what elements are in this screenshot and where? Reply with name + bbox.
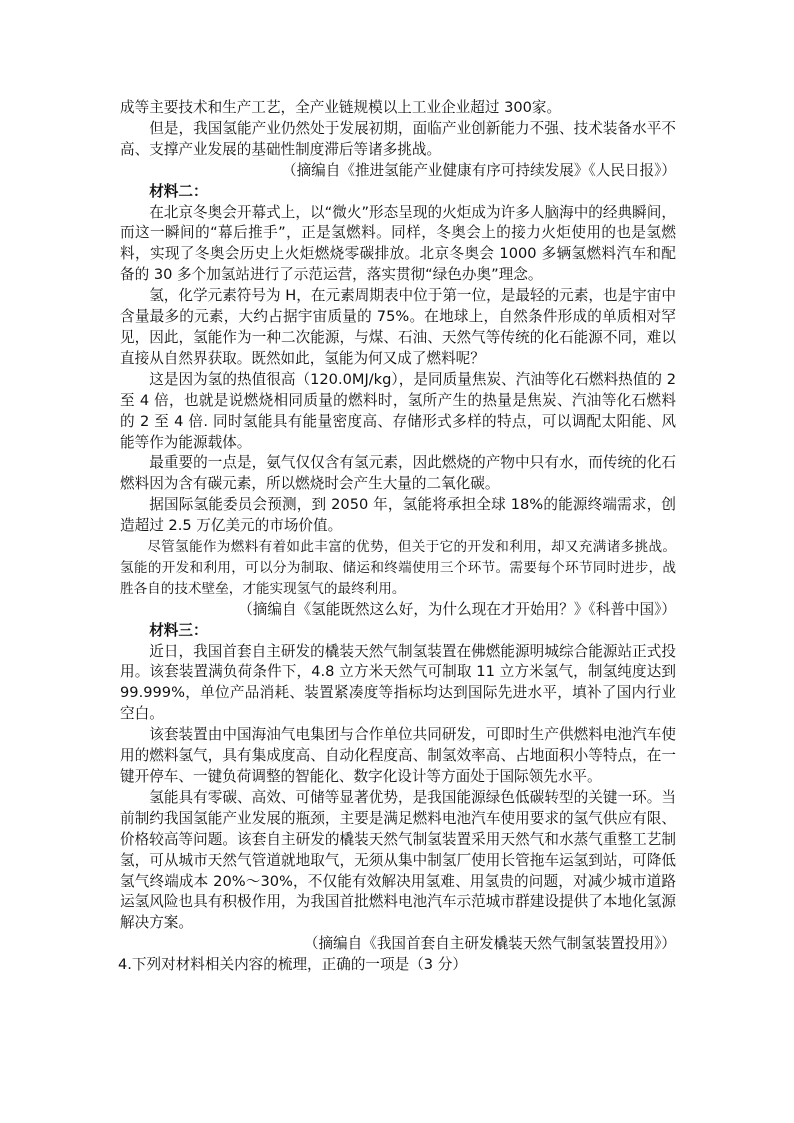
document-page bbox=[120, 98, 676, 976]
source-citation-1: （摘编自《推进氢能产业健康有序可持续发展》《人民日报》） bbox=[281, 161, 676, 179]
paragraph-challenges: 但是，我国氢能产业仍然处于发展初期，面临产业创新能力不强、技术装备水平不高、支撑产业发展的基础性制度滞后等诸多挑战。 bbox=[120, 119, 676, 158]
section-heading-material-3: 材料三： bbox=[149, 621, 208, 639]
source-citation-3: （摘编自《我国首套自主研发橇装天然气制氢装置投用》） bbox=[303, 935, 676, 953]
paragraph-heat-value: 这是因为氢的热值很高（120.0MJ/kg），是同质量焦炭、汽油等化石燃料热值的 2 至 4 倍，也就是说燃烧相同质量的燃料时，氢所产生的热量是焦炭、汽油等化石燃料的 2 至 4 倍. 同时氢能具有能量密度高、存储形式多样的特点，可以调配太阳能、风能等作为能源载体。 bbox=[120, 370, 676, 451]
question-4: 4.下列对材料相关内容的梳理，正确的一项是（3 分） bbox=[118, 956, 467, 974]
paragraph-continuation: 成等主要技术和生产工艺，全产业链规模以上工业企业超过 300家。 bbox=[120, 99, 562, 116]
paragraph-device-launch: 近日，我国首套自主研发的橇装天然气制氢装置在佛燃能源明城综合能源站正式投用。该套装置满负荷条件下，4.8 立方米天然气可制取 11 立方米氢气，制氢纯度达到 99.999%，单位产品消耗、装置紧凑度等指标均达到国际先进水平，填补了国内行业空白。 bbox=[120, 642, 676, 723]
paragraph-device-features: 该套装置由中国海油气电集团与合作单位共同研发，可即时生产供燃料电池汽车使用的燃料氢气，具有集成度高、自动化程度高、制氢效率高、占地面积小等特点，在一键开停车、一键负荷调整的智能化、数字化设计等方面处于国际领先水平。 bbox=[120, 726, 676, 785]
paragraph-hydrogen-element: 氢，化学元素符号为 H，在元素周期表中位于第一位，是最轻的元素，也是宇宙中含量最多的元素，大约占据宇宙质量的 75%。在地球上，自然条件形成的单质相对罕见，因此，氢能作为一种二次能源，与煤、石油、天然气等传统的化石能源不同，难以直接从自然界获取。既然如此，氢能为何又成了燃料呢？ bbox=[120, 287, 676, 367]
paragraph-forecast: 据国际氢能委员会预测，到 2050 年，氢能将承担全球 18%的能源终端需求，创造超过 2.5 万亿美元的市场价值。 bbox=[120, 496, 676, 535]
paragraph-winter-olympics: 在北京冬奥会开幕式上，以“微火”形态呈现的火炬成为许多人脑海中的经典瞬间，而这一瞬间的“幕后推手”，正是氢燃料。同样，冬奥会上的接力火炬使用的也是氢燃料，实现了冬奥会历史上火炬燃烧零碳排放。北京冬奥会 1000 多辆氢燃料汽车和配备的 30 多个加氢站进行了示范运营，落实贯彻“绿色办奥”理念。 bbox=[120, 203, 676, 284]
paragraph-combustion-product: 最重要的一点是，氨气仅仅含有氢元素，因此燃烧的产物中只有水，而传统的化石燃料因为含有碳元素，所以燃烧时会产生大量的二氧化碳。 bbox=[120, 454, 676, 493]
section-heading-material-2: 材料二： bbox=[149, 182, 208, 200]
paragraph-hydrogen-advantages: 氢能具有零碳、高效、可储等显著优势，是我国能源绿色低碳转型的关键一环。当前制约我国氢能产业发展的瓶颈，主要是满足燃料电池汽车使用要求的氢气供应有限、价格较高等问题。该套自主研发的橇装天然气制氢装置采用天然气和水蒸气重整工艺制氢，可从城市天然气管道就地取气，无须从集中制氢厂使用长管拖车运氢到站，可降低氢气终端成本 20%～30%，不仅能有效解决用氢难、用氢贵的问题，对减少城市道路运氢风险也具有积极作用，为我国首批燃料电池汽车示范城市群建设提供了本地化氢源解决方案。 bbox=[120, 788, 676, 932]
paragraph-development-challenges: 尽管氢能作为燃料有着如此丰富的优势，但关于它的开发和利用，却又充满诸多挑战。氢能的开发和利用，可以分为制取、储运和终端使用三个环节。需要每个环节同时进步，战胜各自的技术壁垒，才能实现氢气的最终利用。 bbox=[120, 539, 676, 597]
source-citation-2: （摘编自《氢能既然这么好，为什么现在才开始用？》《科普中国》） bbox=[238, 600, 676, 618]
